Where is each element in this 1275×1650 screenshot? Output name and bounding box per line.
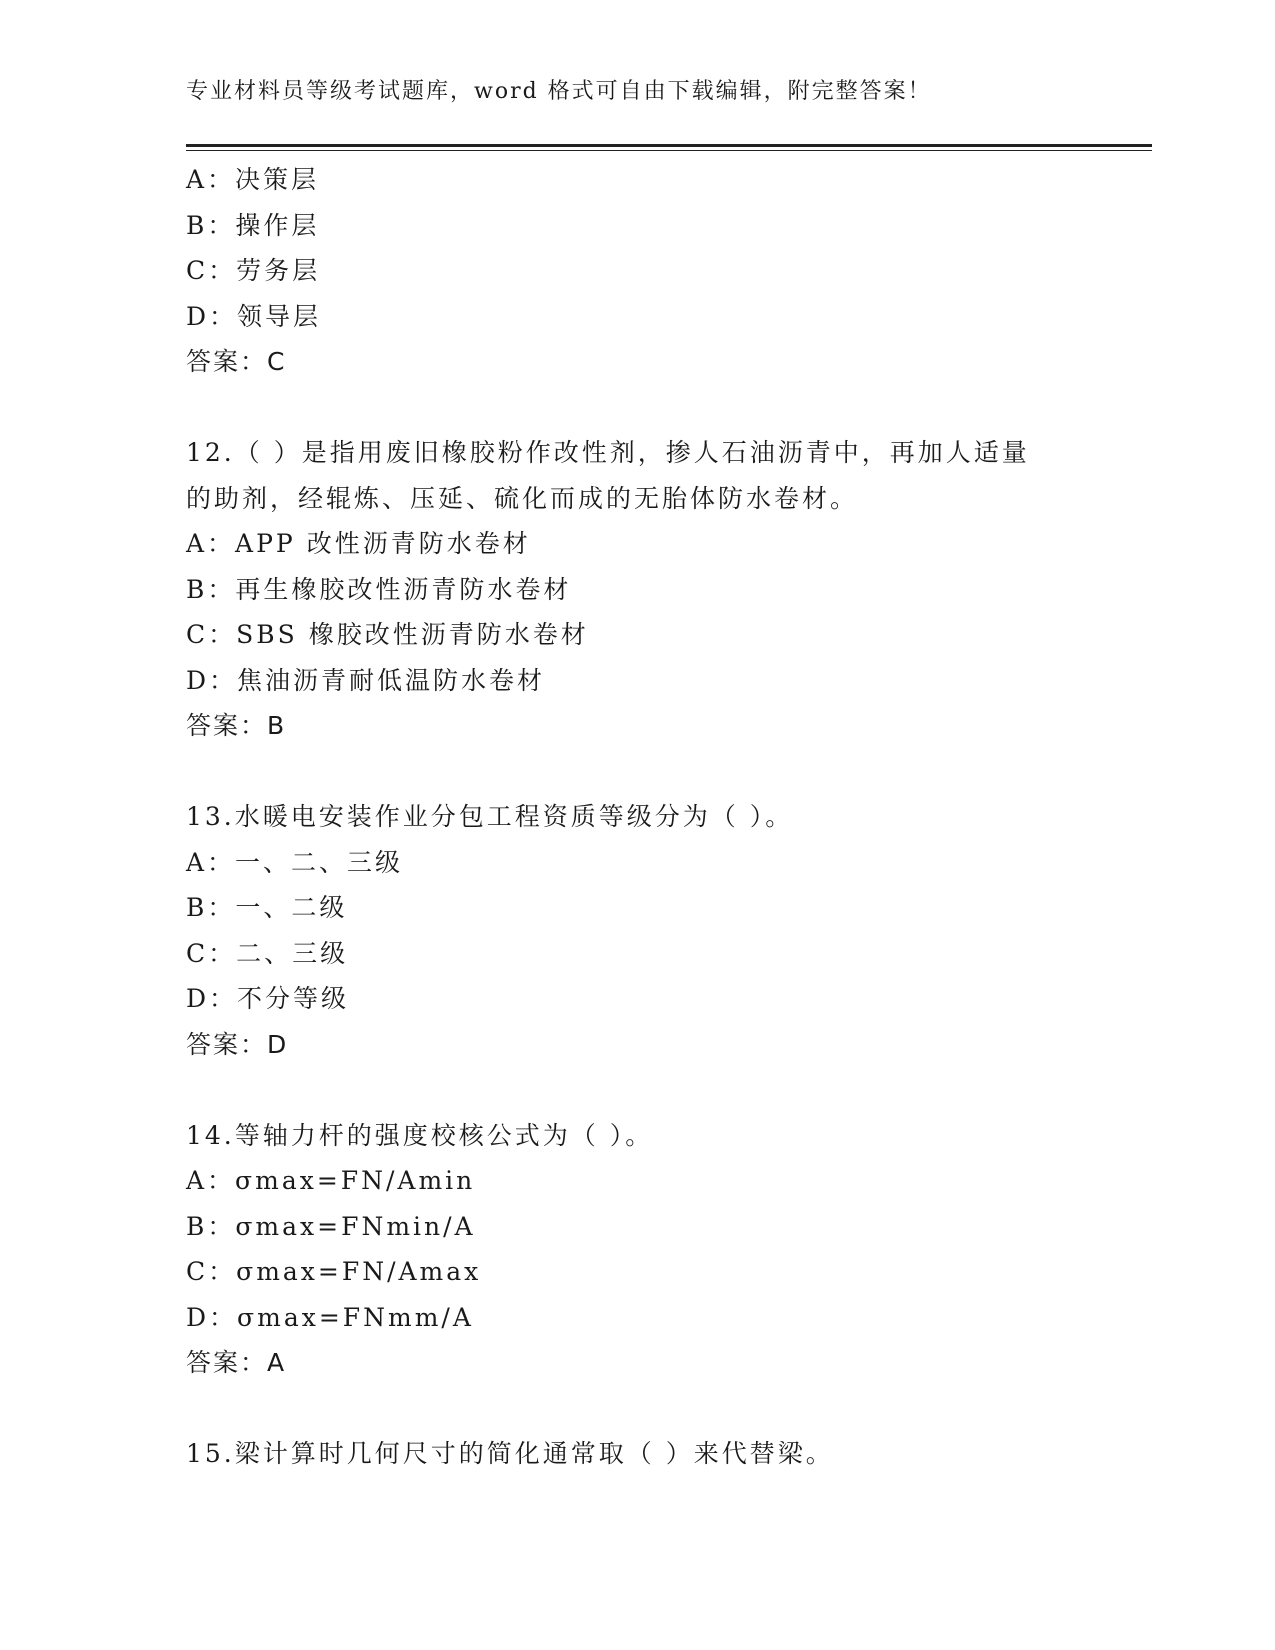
- option-b: B：σmax=FNmin/A: [186, 1211, 476, 1241]
- question-13: [186, 794, 1086, 1067]
- answer: 答案：C: [186, 347, 287, 376]
- spacer: [186, 1067, 1086, 1113]
- option-c: C：劳务层: [186, 256, 321, 285]
- question-12: [186, 430, 1086, 749]
- option-b: B：操作层: [186, 210, 320, 240]
- answer: 答案：B: [186, 711, 287, 740]
- page-header: 专业材料员等级考试题库，word 格式可自由下载编辑，附完整答案！: [186, 79, 932, 104]
- option-d: D：焦油沥青耐低温防水卷材: [186, 665, 546, 695]
- option-c: C：二、三级: [186, 938, 349, 968]
- question-15: [186, 1431, 1086, 1477]
- option-d: D：领导层: [186, 301, 322, 331]
- option-d: D：σmax=FNmm/A: [186, 1302, 474, 1332]
- spacer: [186, 1386, 1086, 1432]
- question-content: [186, 157, 1086, 1477]
- spacer: [186, 749, 1086, 795]
- option-a: A：一、二、三级: [186, 847, 404, 877]
- option-a: A：决策层: [186, 165, 320, 194]
- option-a: A：APP 改性沥青防水卷材: [186, 529, 531, 558]
- question-stem: 12.（ ）是指用废旧橡胶粉作改性剂，掺人石油沥青中，再加人适量: [186, 438, 1030, 467]
- option-b: B：再生橡胶改性沥青防水卷材: [186, 574, 572, 604]
- question-11: [186, 157, 1086, 385]
- question-stem: 14.等轴力杆的强度校核公式为（ ）。: [186, 1120, 654, 1150]
- answer: 答案：A: [186, 1348, 287, 1377]
- question-stem-continued: 的助剂，经辊炼、压延、硫化而成的无胎体防水卷材。: [186, 483, 859, 513]
- option-c: C：SBS 橡胶改性沥青防水卷材: [186, 620, 589, 649]
- header-divider-thick: [186, 144, 1152, 147]
- header-divider-thin: [186, 150, 1152, 151]
- question-stem: 15.梁计算时几何尺寸的简化通常取（ ）来代替梁。: [186, 1439, 834, 1468]
- option-a: A：σmax=FN/Amin: [186, 1166, 476, 1195]
- question-14: [186, 1113, 1086, 1386]
- option-b: B：一、二级: [186, 893, 348, 922]
- question-stem: 13.水暖电安装作业分包工程资质等级分为（ ）。: [186, 802, 794, 831]
- answer: 答案：D: [186, 1029, 289, 1059]
- option-d: D：不分等级: [186, 984, 350, 1013]
- spacer: [186, 385, 1086, 431]
- option-c: C：σmax=FN/Amax: [186, 1257, 482, 1286]
